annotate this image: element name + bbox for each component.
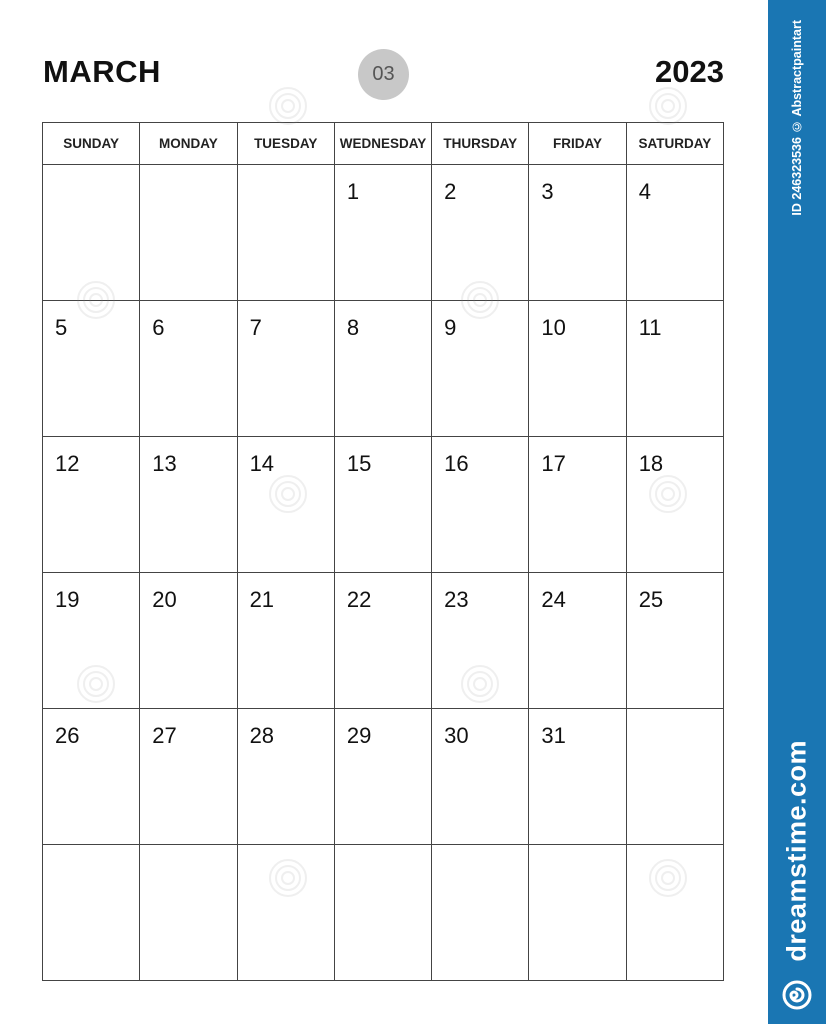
day-cell bbox=[43, 165, 140, 301]
day-number: 19 bbox=[55, 587, 80, 612]
watermark-spiral-icon bbox=[648, 86, 688, 126]
day-cell bbox=[626, 709, 723, 845]
weekday-header: WEDNESDAY bbox=[334, 123, 431, 165]
day-cell bbox=[529, 709, 626, 845]
day-number: 6 bbox=[152, 315, 165, 340]
weekday-header: TUESDAY bbox=[237, 123, 334, 165]
day-number: 27 bbox=[152, 723, 177, 748]
day-cell bbox=[237, 709, 334, 845]
day-cell bbox=[237, 165, 334, 301]
day-cell bbox=[140, 165, 237, 301]
day-number bbox=[335, 845, 431, 859]
day-cell bbox=[334, 709, 431, 845]
day-cell bbox=[529, 165, 626, 301]
day-cell bbox=[432, 845, 529, 981]
day-number: 28 bbox=[249, 723, 275, 748]
day-number bbox=[529, 845, 625, 859]
weekday-header: MONDAY bbox=[140, 123, 237, 165]
day-cell bbox=[140, 709, 237, 845]
day-cell bbox=[43, 573, 140, 709]
day-cell bbox=[529, 301, 626, 437]
day-number: 15 bbox=[346, 451, 372, 476]
day-cell bbox=[140, 437, 237, 573]
watermark-spiral-icon bbox=[268, 86, 308, 126]
day-cell bbox=[43, 709, 140, 845]
day-number: 16 bbox=[444, 451, 469, 476]
day-number: 13 bbox=[152, 451, 177, 476]
day-cell bbox=[43, 437, 140, 573]
month-title: MARCH bbox=[43, 54, 161, 89]
stock-sidebar bbox=[768, 0, 826, 1024]
weekday-header: SUNDAY bbox=[43, 123, 140, 165]
day-number: 9 bbox=[444, 315, 457, 340]
day-number: 5 bbox=[55, 315, 68, 340]
day-cell bbox=[432, 437, 529, 573]
day-number: 14 bbox=[249, 451, 275, 476]
day-number bbox=[238, 165, 334, 179]
day-number: 1 bbox=[346, 179, 360, 204]
day-number: 25 bbox=[638, 587, 664, 612]
day-number bbox=[432, 845, 528, 859]
day-cell bbox=[626, 165, 723, 301]
month-number-badge: 03 bbox=[358, 49, 409, 100]
day-number bbox=[627, 845, 723, 859]
day-number: 31 bbox=[541, 723, 566, 748]
weekday-header: SATURDAY bbox=[626, 123, 723, 165]
day-cell bbox=[626, 845, 723, 981]
day-number: 26 bbox=[55, 723, 80, 748]
day-cell bbox=[432, 573, 529, 709]
day-cell bbox=[529, 573, 626, 709]
day-number: 10 bbox=[541, 315, 566, 340]
day-number: 2 bbox=[444, 179, 457, 204]
day-cell bbox=[237, 845, 334, 981]
day-cell bbox=[432, 301, 529, 437]
image-id-credit: ID 246323536 © Abstractpaintart bbox=[790, 20, 804, 216]
weekday-header-row bbox=[43, 123, 724, 165]
day-number: 30 bbox=[444, 723, 469, 748]
day-cell bbox=[626, 437, 723, 573]
week-row bbox=[43, 709, 724, 845]
day-cell bbox=[334, 437, 431, 573]
dreamstime-spiral-icon bbox=[782, 980, 812, 1010]
day-number: 23 bbox=[444, 587, 469, 612]
day-number: 8 bbox=[346, 315, 360, 340]
week-row bbox=[43, 845, 724, 981]
day-number: 12 bbox=[55, 451, 80, 476]
day-cell bbox=[140, 845, 237, 981]
day-cell bbox=[626, 573, 723, 709]
day-cell bbox=[334, 301, 431, 437]
day-cell bbox=[43, 845, 140, 981]
day-cell bbox=[237, 573, 334, 709]
day-cell bbox=[334, 845, 431, 981]
day-cell bbox=[626, 301, 723, 437]
day-cell bbox=[432, 709, 529, 845]
day-number bbox=[627, 709, 723, 723]
day-cell bbox=[432, 165, 529, 301]
year-title: 2023 bbox=[655, 54, 724, 89]
day-cell bbox=[237, 301, 334, 437]
day-number bbox=[43, 165, 139, 179]
day-cell bbox=[529, 437, 626, 573]
week-row bbox=[43, 301, 724, 437]
weekday-header: THURSDAY bbox=[432, 123, 529, 165]
day-number: 7 bbox=[249, 315, 262, 340]
day-cell bbox=[529, 845, 626, 981]
day-number: 29 bbox=[346, 723, 372, 748]
day-number bbox=[140, 165, 236, 179]
day-number: 22 bbox=[346, 587, 372, 612]
day-cell bbox=[334, 573, 431, 709]
day-number: 3 bbox=[541, 179, 554, 204]
calendar-grid bbox=[42, 122, 724, 981]
day-number: 18 bbox=[638, 451, 664, 476]
day-cell bbox=[43, 301, 140, 437]
day-cell bbox=[237, 437, 334, 573]
brand-name: dreamstime.com bbox=[781, 740, 812, 962]
day-cell bbox=[140, 573, 237, 709]
day-number bbox=[238, 845, 334, 859]
week-row bbox=[43, 165, 724, 301]
day-number: 20 bbox=[152, 587, 177, 612]
day-number bbox=[140, 845, 236, 859]
week-row bbox=[43, 573, 724, 709]
week-row bbox=[43, 437, 724, 573]
weekday-header: FRIDAY bbox=[529, 123, 626, 165]
day-number: 4 bbox=[638, 179, 651, 204]
day-number: 17 bbox=[541, 451, 566, 476]
day-number bbox=[43, 845, 139, 859]
day-number: 24 bbox=[541, 587, 566, 612]
day-number: 21 bbox=[249, 587, 275, 612]
day-number: 11 bbox=[638, 315, 662, 340]
day-cell bbox=[334, 165, 431, 301]
day-cell bbox=[140, 301, 237, 437]
